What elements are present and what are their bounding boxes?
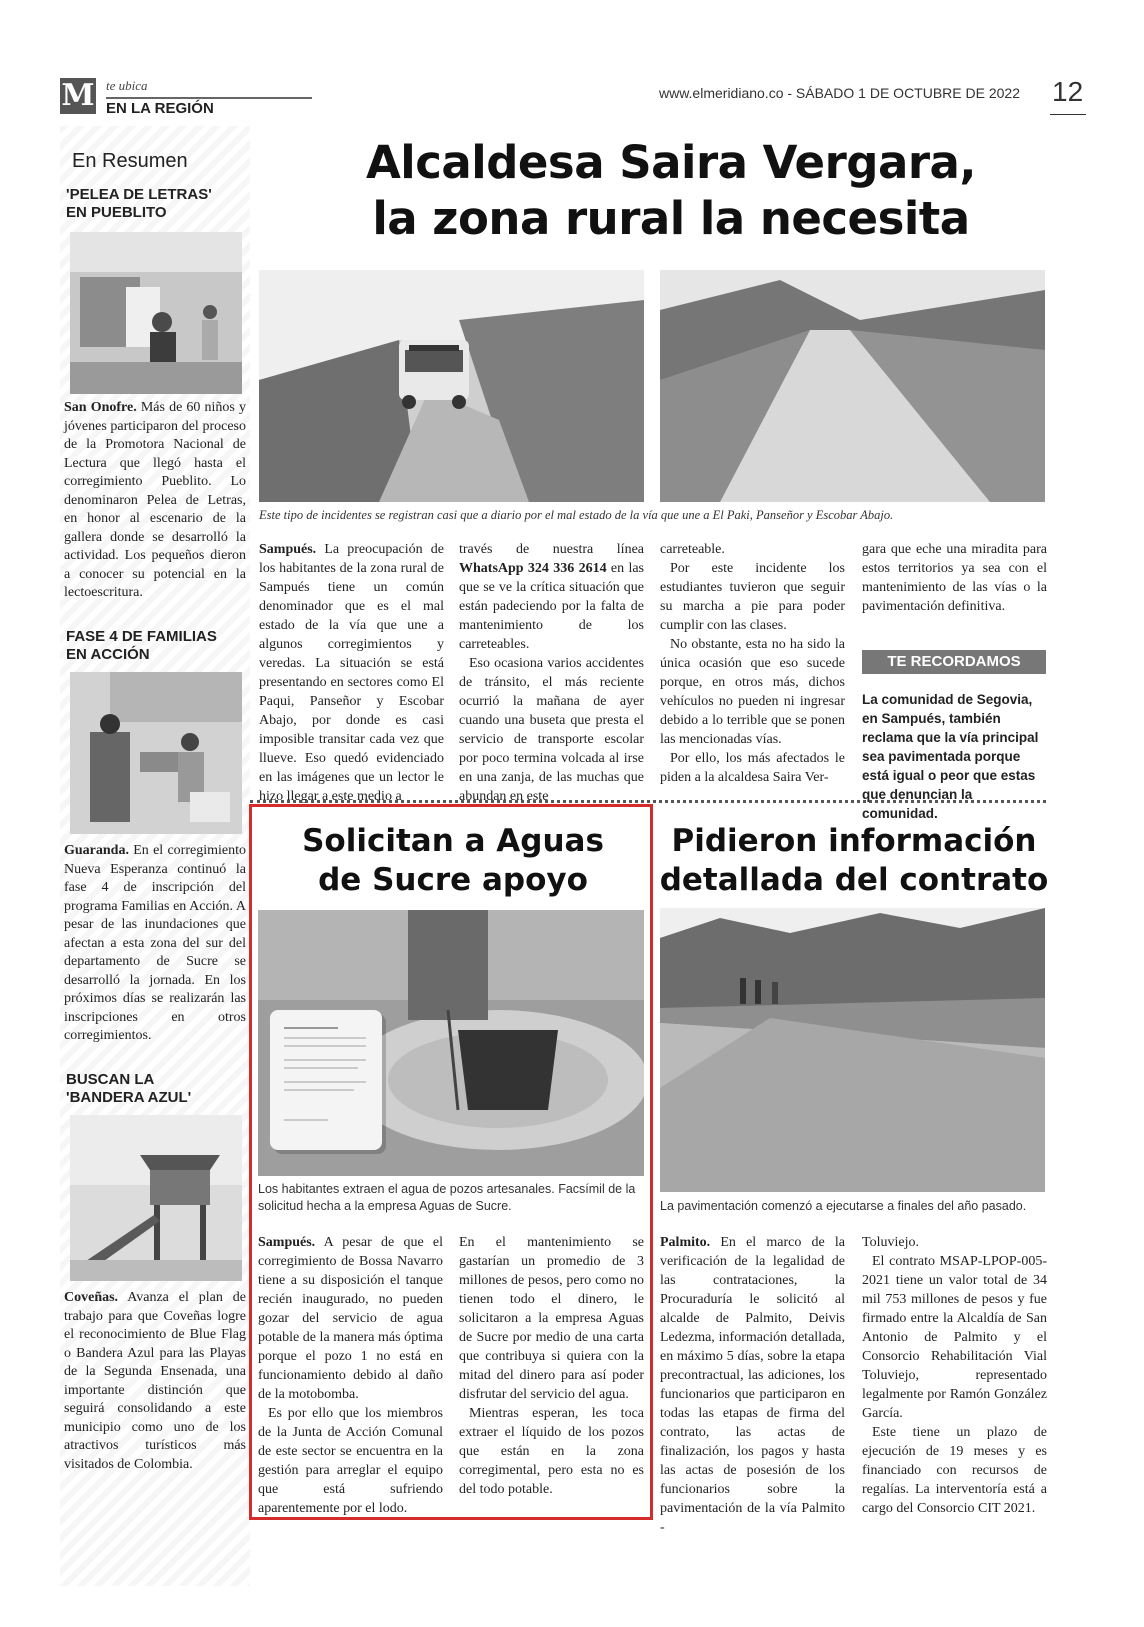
body-text: través de nuestra línea bbox=[459, 542, 644, 557]
sidebar-heading-line: BUSCAN LA bbox=[66, 1071, 155, 1088]
section-kicker: te ubica bbox=[106, 78, 148, 93]
body-text: Eso ocasiona varios accidentes de tránsito, el más reciente ocurrió la mañana de ayer cuando una buseta que presta el servicio de transporte escolar por poco termina volcada al irse en una zanja, de las muchas que abundan en este bbox=[459, 656, 644, 804]
sidebar-heading-line: 'PELEA DE LETRAS' bbox=[66, 186, 212, 203]
sidebar-place: Guaranda. bbox=[64, 843, 129, 858]
body-text: Por ello, los más afectados le piden a la alcaldesa Saira Ver- bbox=[660, 751, 845, 785]
sidebar-heading-line: EN ACCIÓN bbox=[66, 646, 150, 663]
place-lead: Sampués. bbox=[259, 542, 317, 557]
photo-water-well bbox=[258, 910, 644, 1176]
sidebar-heading bbox=[66, 186, 246, 222]
sidebar-body: Más de 60 niños y jóvenes participaron del proceso de la Promotora Nacional de Lectura que llegó hasta el corregimiento Pueblito. Lo denominaron Pelea de Letras, en honor al escenario de la gallera donde se desarrolló la actividad. Los pequeños dieron a conocer su potencial en la lectoescritura. bbox=[64, 400, 246, 600]
sidebar-text bbox=[64, 1289, 246, 1474]
story-two-headline bbox=[258, 822, 648, 900]
sidebar-text bbox=[64, 842, 246, 1046]
sidebar-photo-families bbox=[70, 672, 242, 834]
sidebar-heading-line: EN PUEBLITO bbox=[66, 204, 167, 221]
dateline: www.elmeridiano.co - SÁBADO 1 DE OCTUBRE DE 2022 bbox=[658, 85, 1020, 101]
sidebar-heading bbox=[66, 628, 246, 664]
body-text: A pesar de que el corregimiento de Bossa Navarro tiene a su disposición el tanque recién inaugurado, no pueden gozar del servicio de agua potable de la manera más óptima porque el pozo 1 no está en funcionamiento debido al daño de la motobomba. bbox=[258, 1235, 443, 1402]
newspaper-logo: M bbox=[61, 78, 95, 113]
main-photo-caption: Este tipo de incidentes se registran casi que a diario por el mal estado de la vía que une a El Paki, Panseñor y Escobar Abajo. bbox=[259, 508, 894, 522]
body-text: carreteable. bbox=[660, 542, 725, 557]
main-column-1 bbox=[259, 540, 444, 806]
body-text: Mientras esperan, les toca extraer el líquido de los pozos que están en la zona corregimental, pero esta no es del todo potable. bbox=[459, 1406, 644, 1497]
photo-rural-road bbox=[660, 270, 1045, 502]
story-three-column-1 bbox=[660, 1233, 845, 1537]
body-text: El contrato MSAP-LPOP-005-2021 tiene un valor total de 34 mil 753 millones de pesos y fue firmado entre la Alcaldía de San Antonio de Palmito y el Consorcio Rehabilitación Vial Toluviejo, representado legalmente por Ramón González García. bbox=[862, 1254, 1047, 1421]
headline-line: Solicitan a Aguas bbox=[302, 823, 604, 859]
photo-paved-road bbox=[660, 908, 1045, 1192]
sidebar-place: Coveñas. bbox=[64, 1290, 119, 1305]
body-text: La preocupación de los habitantes de la zona rural de Sampués tiene un común denominador que es el mal estado de la vía que une a algunos corregimientos y veredas. La situación se está presentando en sectores como El Paqui, Panseñor y Escobar Abajo, por donde es casi imposible transitar cada vez que llueve. Eso quedó evidenciado en las imágenes que un lector le hizo llegar a este medio a bbox=[259, 542, 444, 804]
sidebar-heading-line: FASE 4 DE FAMILIAS bbox=[66, 628, 217, 645]
body-text: gara que eche una miradita para estos territorios ya sea con el mantenimiento de las vías o la pavimentación definitiva. bbox=[862, 542, 1047, 614]
section-divider bbox=[250, 800, 1046, 803]
sidebar-photo-lifeguard-tower bbox=[70, 1115, 242, 1281]
main-column-4 bbox=[862, 540, 1047, 616]
headline-line: Pidieron información bbox=[671, 823, 1037, 859]
body-text: En el mantenimiento se gastarían un promedio de 3 millones de pesos, pero como no tienen todo el dinero, le solicitaron a la empresa Aguas de Sucre por medio de una carta que contribuya si quiera con la mitad del dinero para así poder disfrutar del servicio del agua. bbox=[459, 1235, 644, 1402]
header-divider bbox=[106, 97, 312, 99]
story-two-column-2 bbox=[459, 1233, 644, 1499]
body-text: Este tiene un plazo de ejecución de 19 meses y es financiado con recursos de regalías. La interventoría está a cargo del Consorcio CIT 2021. bbox=[862, 1425, 1047, 1516]
main-column-3 bbox=[660, 540, 845, 787]
te-recordamos-label: TE RECORDAMOS bbox=[862, 650, 1046, 674]
photo-bus-incident bbox=[259, 270, 644, 502]
whatsapp-number: WhatsApp 324 336 2614 bbox=[459, 561, 607, 576]
story-three-headline bbox=[658, 822, 1050, 900]
sidebar-body: Avanza el plan de trabajo para que Coveñas logre el reconocimiento de Blue Flag o Bandera Azul para las Playas de la Segunda Ensenada, una importante distinción que seguirá consolidando a este municipio como uno de los atractivos turísticos más visitados de Colombia. bbox=[64, 1290, 246, 1472]
headline-line: Alcaldesa Saira Vergara, bbox=[365, 136, 976, 189]
sidebar-heading-line: 'BANDERA AZUL' bbox=[66, 1089, 192, 1106]
page-number-rule bbox=[1050, 114, 1086, 115]
headline-line: la zona rural la necesita bbox=[372, 192, 970, 245]
main-headline bbox=[262, 135, 1080, 247]
sidebar-text bbox=[64, 399, 246, 603]
sidebar-body: En el corregimiento Nueva Esperanza continuó la fase 4 de inscripción del programa Familias en Acción. A pesar de las inundaciones que afectan a esta zona del sur del departamento de Sucre se desarrolló la jornada. En los próximos días se realizarán las inscripciones en otros corregimientos. bbox=[64, 843, 246, 1043]
body-text: Es por ello que los miembros de la Junta de Acción Comunal de este sector se encuentra en la gestión para arreglar el equipo que está sufriendo aparentemente por el lodo. bbox=[258, 1406, 443, 1516]
place-lead: Sampués. bbox=[258, 1235, 316, 1250]
story-two-caption: Los habitantes extraen el agua de pozos artesanales. Facsímil de la solicitud hecha a la empresa Aguas de Sucre. bbox=[258, 1182, 636, 1213]
place-lead: Palmito. bbox=[660, 1235, 711, 1250]
body-text: en las que se ve la crítica situación que están padeciendo por la falta de mantenimiento de los carreteables. bbox=[459, 561, 644, 652]
page-number: 12 bbox=[1052, 76, 1084, 107]
story-three-column-2 bbox=[862, 1233, 1047, 1518]
story-three-caption: La pavimentación comenzó a ejecutarse a finales del año pasado. bbox=[660, 1199, 1027, 1213]
body-text: Por este incidente los estudiantes tuvieron que seguir su marcha a pie para poder cumplir con las clases. bbox=[660, 561, 845, 633]
headline-line: detallada del contrato bbox=[659, 862, 1049, 898]
body-text: No obstante, esta no ha sido la única ocasión que eso sucede porque, en otros más, dichos vehículos no pueden ni ingresar debido a lo terrible que se ponen las mencionadas vías. bbox=[660, 637, 845, 747]
sidebar-place: San Onofre. bbox=[64, 400, 137, 415]
sidebar-title: En Resumen bbox=[72, 150, 188, 172]
te-recordamos-text: La comunidad de Segovia, en Sampués, también reclama que la vía principal sea pavimentada porque está igual o peor que estas que denuncian la comunidad. bbox=[862, 692, 1039, 821]
body-text: Toluviejo. bbox=[862, 1235, 919, 1250]
body-text: En el marco de la verificación de la legalidad de las contrataciones, la Procuraduría le solicitó al alcalde de Palmito, Deivis Ledezma, información detallada, en máximo 5 días, sobre la etapa precontractual, las adiciones, los funcionarios que participaron en todas las etapas de firma del contrato, las actas de finalización, los pagos y hasta las actas de posesión de los funcionarios sobre la pavimentación de la vía Palmito - bbox=[660, 1235, 846, 1535]
sidebar-heading bbox=[66, 1071, 246, 1107]
section-name: EN LA REGIÓN bbox=[106, 100, 214, 117]
main-column-2 bbox=[459, 540, 644, 806]
story-two-column-1 bbox=[258, 1233, 443, 1518]
sidebar-photo-reading bbox=[70, 232, 242, 394]
headline-line: de Sucre apoyo bbox=[318, 862, 588, 898]
